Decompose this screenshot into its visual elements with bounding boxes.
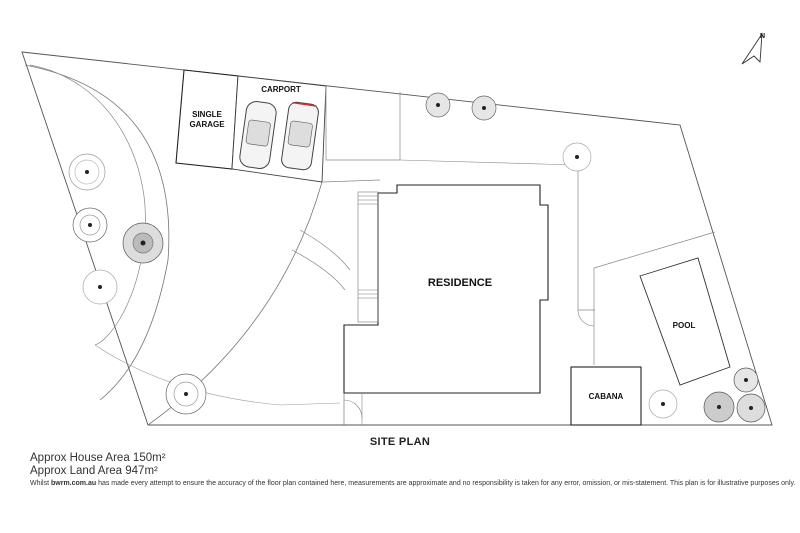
carport-side-wall [326, 86, 400, 160]
door-swing [344, 400, 362, 418]
tree-icon [563, 143, 591, 171]
shrub-icon [83, 270, 117, 304]
site-plan-title: SITE PLAN [369, 436, 431, 448]
single-garage-label-2: GARAGE [189, 120, 225, 129]
north-label: N [760, 33, 766, 40]
tree-icon [704, 392, 734, 422]
carport-divider [322, 180, 380, 182]
cabana-label: CABANA [588, 392, 624, 401]
disclaimer [30, 480, 796, 487]
disclaimer-site: bwrm.com.au [51, 480, 97, 487]
lower-lawn-line [95, 345, 340, 405]
pool-label: POOL [672, 321, 696, 330]
residence-outline [344, 185, 548, 393]
disclaimer-after: has made every attempt to ensure the accuracy of the floor plan contained here, measurements are approximate and no responsibility is taken for any error, omission, or mis-statement. This plan is for illustrative purposes only. [96, 480, 796, 487]
tree-icon [73, 208, 107, 242]
driveway-curve [30, 65, 145, 345]
path-curve-2 [300, 230, 350, 270]
tree-icon [166, 374, 206, 414]
single-garage-label-1: SINGLE [192, 110, 222, 119]
tree-icon [734, 368, 758, 392]
tree-icon [649, 390, 677, 418]
top-path [400, 160, 578, 165]
tree-icon [426, 93, 450, 117]
carport-label: CARPORT [261, 85, 301, 94]
palm-tree-icon [123, 223, 163, 263]
entry-stairs [358, 192, 378, 322]
gate-swing [578, 310, 594, 326]
stair-treads [358, 196, 378, 298]
pool-fence [578, 165, 595, 310]
tree-icon [69, 154, 105, 190]
disclaimer-before: Whilst [30, 480, 51, 487]
north-arrow-icon [742, 34, 762, 64]
tree-icon [472, 96, 496, 120]
palm-tree-icon [737, 394, 765, 422]
house-area: Approx House Area 150m² [30, 452, 166, 464]
residence-label: RESIDENCE [427, 277, 493, 289]
land-area: Approx Land Area 947m² [30, 465, 158, 477]
